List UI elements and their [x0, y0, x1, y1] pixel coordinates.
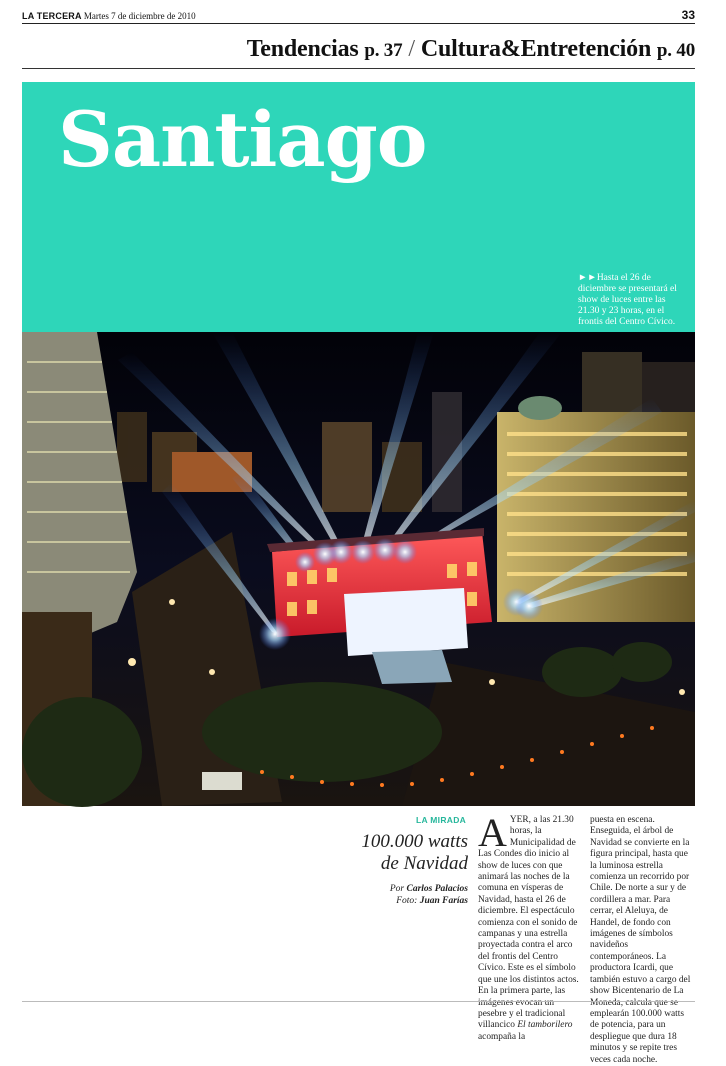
- caption-arrow-icon: ►►: [578, 273, 597, 283]
- photo-caption: [578, 273, 688, 328]
- section-cultura-page: p. 40: [656, 40, 695, 61]
- byline-author: Carlos Palacios: [406, 884, 468, 894]
- byline: [390, 884, 468, 894]
- song-title: El tamborilero: [517, 1020, 573, 1031]
- masthead-info: [22, 11, 196, 21]
- page-number: 33: [681, 8, 695, 22]
- byline-prefix: Por: [389, 884, 405, 894]
- article-credits: [268, 883, 468, 907]
- section-banner: [22, 82, 695, 332]
- article-column-1-text: YER, a las 21.30 horas, la Municipalidad de Las Condes dio inicio al show de luces con que animará las noches de la comuna en vísperas de Navidad, hasta el 26 de diciembre. El espectáculo comienza con el sonido de campanas y una estrella proyectada contra el arco del frontis del Centro Cívico. Este es el símbolo que une los distintos actos. En la primera parte, las imágenes evocan un pesebre y el tradicional villancico: [478, 815, 579, 1031]
- issue-date: Martes 7 de diciembre de 2010: [83, 11, 196, 21]
- section-tendencias-page: p. 37: [364, 40, 403, 61]
- article-column-1-end: acompaña la: [478, 1031, 526, 1042]
- drop-cap: A: [478, 810, 507, 855]
- article-column-2: [590, 815, 693, 1066]
- section-separator: /: [408, 36, 415, 62]
- section-tendencias-link[interactable]: [247, 36, 403, 62]
- photo-credit: [396, 896, 468, 906]
- photo-credit-prefix: Foto:: [396, 896, 418, 906]
- masthead-line: [22, 10, 695, 24]
- brand-name: LA TERCERA: [22, 11, 82, 21]
- article-column-1: [478, 810, 581, 1043]
- header-divider: [22, 68, 695, 69]
- article-kicker: LA MIRADA: [416, 815, 467, 825]
- section-tendencias-label: Tendencias: [246, 36, 359, 62]
- caption-text: Hasta el 26 de diciembre se presentará el show de luces entre las 21.30 y 23 horas, en el frontis del Centro Cívico.: [578, 273, 677, 327]
- article-headline: [268, 831, 468, 875]
- footer-divider: [22, 1001, 695, 1002]
- section-cultura-label: Cultura&Entretención: [420, 36, 652, 62]
- section-nav: [247, 36, 695, 63]
- feature-photo: [22, 332, 695, 806]
- section-title: Santiago: [58, 95, 427, 184]
- headline-line-1: 100.000 watts: [361, 831, 468, 852]
- photo-credit-author: Juan Farías: [419, 896, 468, 906]
- article-column-2-text: puesta en escena. Enseguida, el árbol de Navidad se convierte en la figura principal, hasta que la luminosa estrella comienza un recorrido por Chile. De norte a sur y de cordillera a mar. Para cerrar, el Aleluya, de Handel, de fondo con imágenes de símbolos navideños contemporáneos. La productora Icardi, que también estuvo a cargo del show Bicentenario de La Moneda, calcula que se emplearán 100.000 watts de potencia, para un despliegue que dura 18 minutos y se repite tres veces cada noche.: [590, 815, 691, 1065]
- section-cultura-link[interactable]: [421, 36, 695, 62]
- headline-line-2: de Navidad: [380, 853, 468, 874]
- night-light-show-image: [22, 332, 695, 806]
